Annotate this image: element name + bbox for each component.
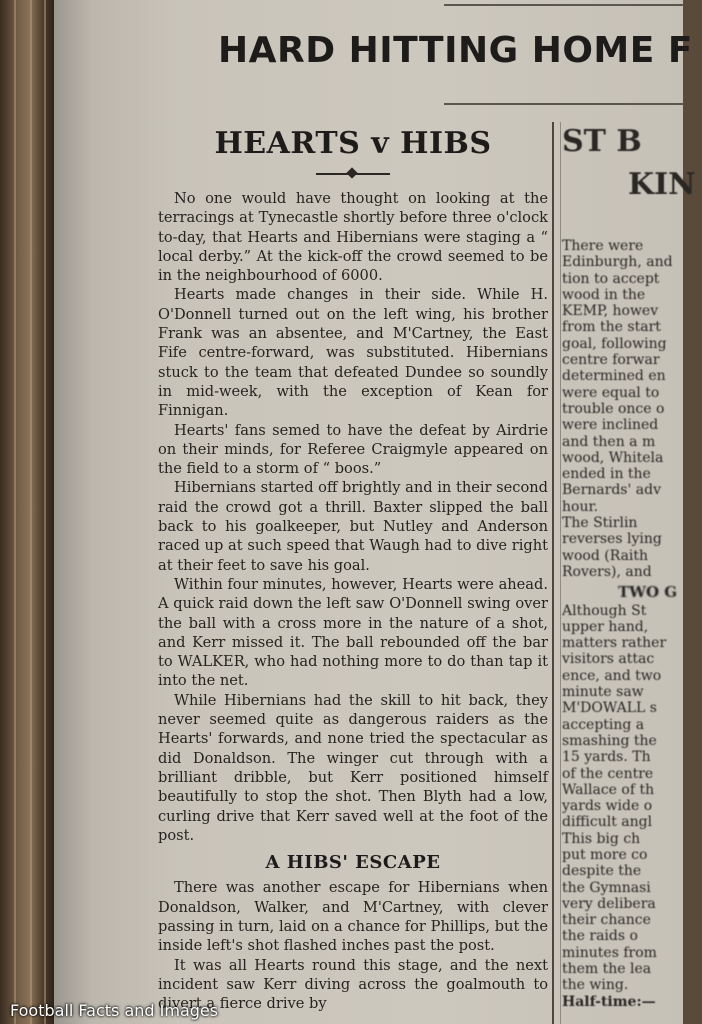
text-line: M'DOWALL s [562,700,657,717]
headline-ornament [316,169,390,179]
subheading: A HIBS' ESCAPE [265,852,441,874]
text-line: yards wide o [562,798,653,815]
text-line: upper hand, [562,618,649,635]
column-rule-shadow [560,122,561,1024]
text-line: despite the [562,863,642,880]
text-line: ence, and two [562,667,662,684]
text-line: them the lea [562,961,652,978]
text-line: very delibera [562,895,656,912]
paragraph-3: Hearts' fans semed to have the defeat by Airdrie on their minds, for Referee Craigmyle appeared on the field to a storm of “ boos.” [158,421,548,478]
text-line: trouble once o [562,400,665,417]
text-line: hour. [562,498,599,515]
right-subheading: TWO G [618,583,678,602]
text-line: minute saw [562,684,644,701]
text-line: wood, Whitela [562,449,664,466]
text-line: ended in the [562,466,651,483]
paragraph-8: It was all Hearts round this stage, and the next incident saw Kerr diving across the goalmouth to divert a fierce drive by [158,956,548,1013]
text-line: The Stirlin [562,515,638,532]
text-line: were inclined [562,417,659,434]
text-line: the Gymnasi [562,879,651,896]
banner-rule [444,103,684,105]
text-line: from the start [562,319,661,336]
text-line: Rovers), and [562,563,652,580]
text-line: goal, following [562,335,667,352]
text-line: their chance [562,912,651,929]
text-line: put more co [562,846,648,863]
right-headline-1: ST B [562,124,642,159]
text-line: difficult angl [562,814,653,831]
text-line: the raids o [562,928,638,945]
st-bernards-column [562,120,702,1010]
paragraph-2: Hearts made changes in their side. While H. O'Donnell turned out on the left wing, his brother Frank was an absentee, and M'Cartney, the East Fife centre-forward, was substituted. Hibernians stuck to the team that defeated Dundee so soundly in mid-week, with the exception of Kean for Finnigan. [158,286,548,420]
text-line: Although St [562,602,647,619]
paragraph-1: No one would have thought on looking at the terracings at Tynecastle shortly before three o'clock to-day, that Hearts and Hibernians were staging a “ local derby.” At the kick-off the crowd seemed to be in the neighbourhood of 6000. [158,190,548,285]
text-line: matters rather [562,635,667,652]
text-line: determined en [562,368,666,385]
paragraph-6: While Hibernians had the skill to hit back, they never seemed quite as dangerous raiders as the Hearts' forwards, and none tried the spectacular as did Donaldson. The winger cut through with a brilliant dribble, but Kerr positioned himself beautifully to stop the shot. Then Blyth had a low, curling drive that Kerr saved well at the foot of the post. [158,691,548,844]
text-line: centre forwar [562,352,660,369]
paragraph-4: Hibernians started off brightly and in their second raid the crowd got a thrill. Baxter slipped the ball back to his goalkeeper, but Nutley and Anderson raced up at such speed that Waugh had to dive right at their feet to save his goal. [158,479,548,574]
hearts-v-hibs-column [158,120,548,1013]
half-time-line: Half-time:— [562,993,656,1010]
text-line: There were [562,238,644,254]
text-line: wood in the [562,286,646,303]
article-body [158,189,548,1013]
text-line: Edinburgh, and [562,254,673,271]
text-line: tion to accept [562,270,660,287]
text-line: 15 yards. Th [562,749,651,766]
text-line: KEMP, howev [562,303,659,320]
text-line: reverses lying [562,531,662,548]
article-headline: HEARTS v HIBS [214,126,492,161]
text-line: of the centre [562,765,654,782]
book-binding [0,0,54,1024]
paragraph-5: Within four minutes, however, Hearts were ahead. A quick raid down the left saw O'Donnell swing over the ball with a cross more in the nature of a shot, and Kerr missed it. The ball rebounded off the bar to WALKER, who had nothing more to do than tap it into the net. [158,575,548,690]
text-line: smashing the [562,732,657,749]
text-line: visitors attac [562,651,655,668]
text-line: Wallace of th [562,781,655,798]
text-line: were equal to [562,384,660,401]
right-body [562,238,702,1010]
newspaper-page [54,0,696,1024]
text-line: and then a m [562,433,656,450]
paragraph-7: There was another escape for Hibernians when Donaldson, Walker, and M'Cartney, with clever passing in turn, laid on a chance for Phillips, but the inside left's shot flashed inches past the post. [158,879,548,955]
top-rule [444,4,684,6]
text-line: Bernards' adv [562,482,661,499]
text-line: minutes from [562,944,657,961]
text-line: the wing. [562,977,629,994]
text-line: wood (Raith [562,547,649,564]
column-rule [552,122,554,1024]
right-headline-2: KIN [628,167,696,202]
text-line: This big ch [562,830,641,847]
text-line: accepting a [562,716,645,733]
watermark: Football Facts and Images [10,1001,219,1020]
banner-headline: HARD HITTING HOME F [218,30,693,71]
